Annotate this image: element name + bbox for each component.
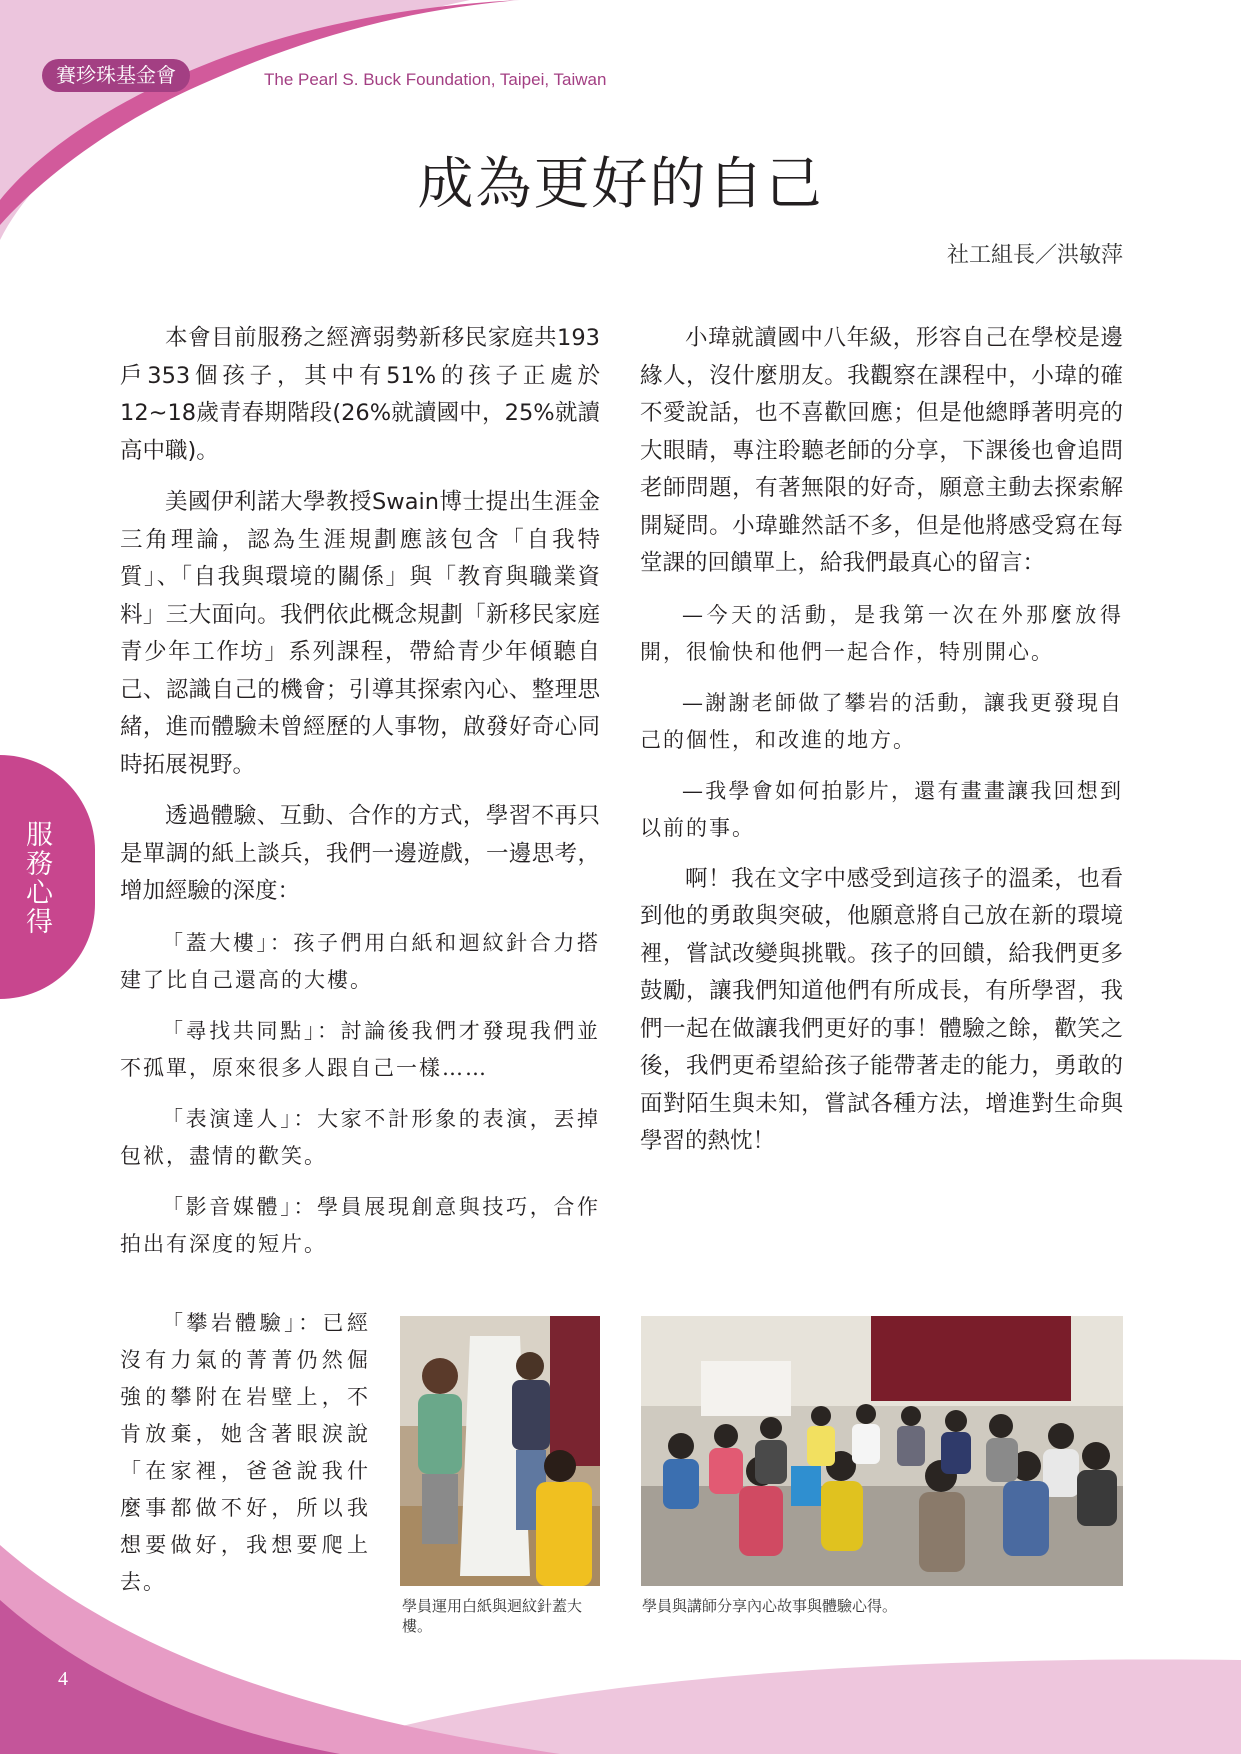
right-column [640,320,1123,1161]
article-title: 成為更好的自己 [417,152,824,217]
student-quote: —今天的活動，是我第一次在外那麼放得開，很愉快和他們一起合作，特別開心。 [640,602,1123,664]
intro-paragraph: 本會目前服務之經濟弱勢新移民家庭共193戶353個孩子，其中有51%的孩子正處於12~18歲青春期階段(26%就讀國中，25%就讀高中職)。 [120,325,600,464]
org-name-english: The Pearl S. Buck Foundation, Taipei, Taiwan [264,70,607,89]
photo-caption: 學員運用白紙與迴紋針蓋大樓。 [402,1597,583,1635]
activity-item: 「表演達人」：大家不計形象的表演，丟掉包袱，盡情的歡笑。 [120,1106,600,1168]
photo-sharing-circle [641,1316,1123,1586]
method-paragraph: 透過體驗、互動、合作的方式，學習不再只是單調的紙上談兵，我們一邊遊戲，一邊思考，增加經驗的深度： [120,803,600,904]
org-name-badge: 賽珍珠基金會 [42,59,190,92]
student-paragraph: 小瑋就讀國中八年級，形容自己在學校是邊緣人，沒什麼朋友。我觀察在課程中，小瑋的確不愛說話，也不喜歡回應；但是他總睜著明亮的大眼睛，專注聆聽老師的分享，下課後也會追問老師問題，有著無限的好奇，願意主動去探索解開疑問。小瑋雖然話不多，但是他將感受寫在每堂課的回饋單上，給我們最真心的留言： [640,325,1123,576]
section-tab-label: 服務心得 [21,820,52,936]
activity-item: 「尋找共同點」：討論後我們才發現我們並不孤單，原來很多人跟自己一樣…… [120,1018,600,1080]
student-quote: —我學會如何拍影片，還有畫畫讓我回想到以前的事。 [640,778,1123,840]
left-column [120,320,600,1263]
activity-item: 「蓋大樓」：孩子們用白紙和迴紋針合力搭建了比自己還高的大樓。 [120,930,600,992]
photo-paper-tower [400,1316,600,1586]
theory-paragraph: 美國伊利諾大學教授Swain博士提出生涯金三角理論，認為生涯規劃應該包含「自我特質」、「自我與環境的關係」與「教育與職業資料」三大面向。我們依此概念規劃「新移民家庭青少年工作坊」系列課程，帶給青少年傾聽自己、認識自己的機會；引導其探索內心、整理思緒，進而體驗未曾經歷的人事物，啟發好奇心同時拓展視野。 [120,489,600,778]
closing-paragraph: 啊！我在文字中感受到這孩子的溫柔，也看到他的勇敢與突破，他願意將自己放在新的環境裡，嘗試改變與挑戰。孩子的回饋，給我們更多鼓勵，讓我們知道他們有所成長，有所學習，我們一起在做讓我們更好的事！體驗之餘，歡笑之後，我們更希望給孩子能帶著走的能力，勇敢的面對陌生與未知，嘗試各種方法，增進對生命與學習的熱忱！ [640,865,1123,1154]
climbing-column [120,1305,370,1601]
page-number: 4 [58,1668,68,1690]
climbing-paragraph: 「攀岩體驗」：已經沒有力氣的菁菁仍然倔強的攀附在岩壁上，不肯放棄，她含著眼淚說「在家裡，爸爸說我什麼事都做不好，所以我想要做好，我想要爬上去。 [120,1311,370,1594]
photo-caption: 學員與講師分享內心故事與體驗心得。 [642,1597,898,1615]
article-author: 社工組長／洪敏萍 [946,243,1123,268]
activity-item: 「影音媒體」：學員展現創意與技巧，合作拍出有深度的短片。 [120,1194,600,1256]
student-quote: —謝謝老師做了攀岩的活動，讓我更發現自己的個性，和改進的地方。 [640,690,1123,752]
